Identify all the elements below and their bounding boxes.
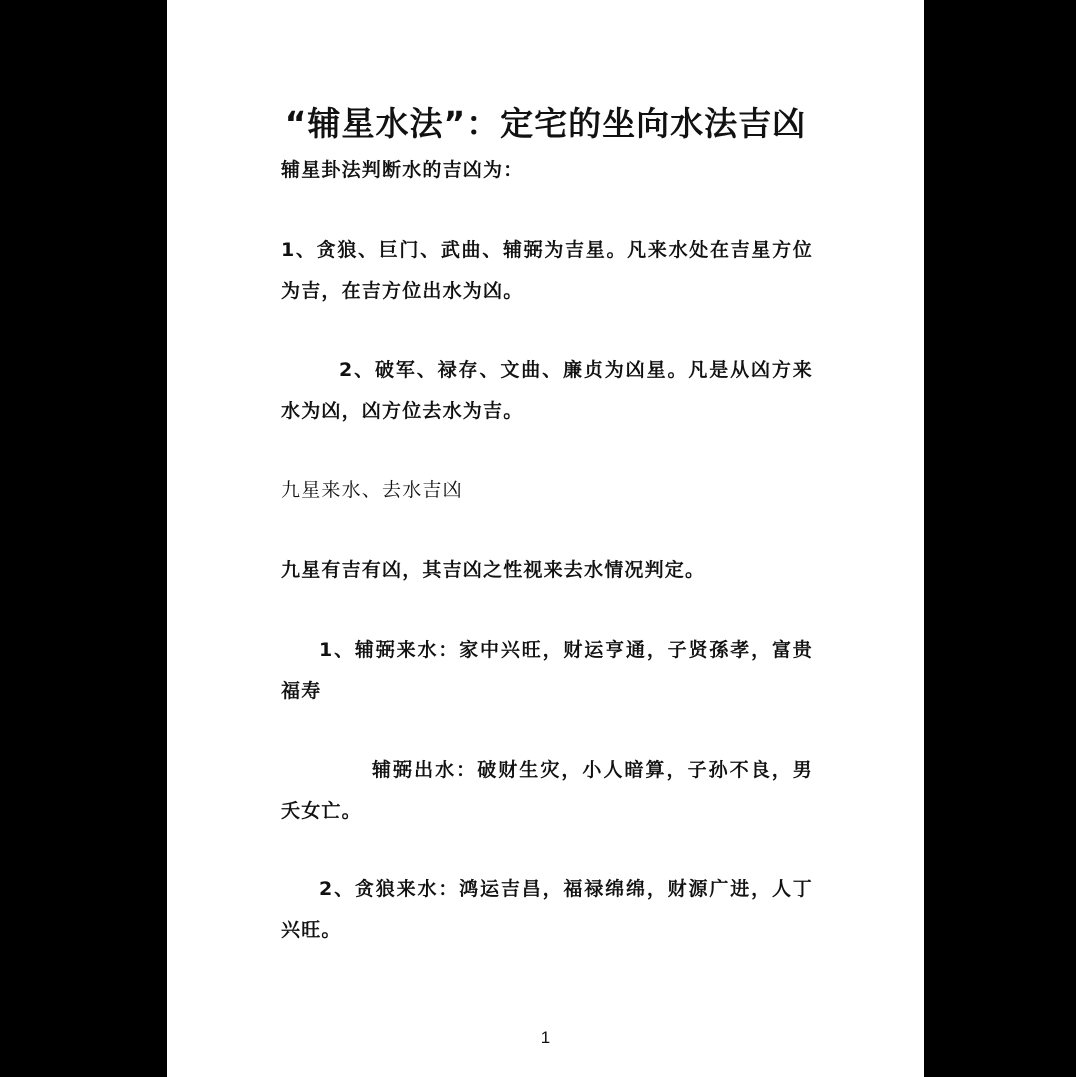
item-2-text: 、贪狼来水：鸿运吉昌，福禄绵绵，财源广进，人丁兴旺。 (281, 878, 813, 941)
item-1-number: 1 (319, 639, 334, 661)
page-number: 1 (540, 1028, 551, 1047)
item-1-text: 、辅弼来水：家中兴旺，财运亨通，子贤孫孝，富贵福寿 (281, 639, 813, 702)
document-page (167, 0, 924, 1077)
intro-paragraph: 辅星卦法判断水的吉凶为： (281, 159, 524, 181)
rule-1-number: 1 (281, 239, 296, 261)
rule-2-text: 、破军、禄存、文曲、廉贞为凶星。凡是从凶方来水为凶，凶方位去水为吉。 (281, 359, 813, 422)
section-heading: 九星来水、去水吉凶 (281, 479, 463, 501)
rule-1-paragraph (281, 230, 813, 312)
item-1-paragraph (281, 630, 813, 712)
item-1b-paragraph: 辅弼出水：破财生灾，小人暗算，子孙不良，男夭女亡。 (281, 759, 813, 822)
rule-2-number: 2 (339, 359, 354, 381)
item-2-paragraph (281, 869, 813, 951)
document-title: “辅星水法”：定宅的坐向水法吉凶 (284, 104, 807, 143)
rule-2-paragraph (281, 350, 813, 432)
rule-1-text: 、贪狼、巨门、武曲、辅弼为吉星。凡来水处在吉星方位为吉，在吉方位出水为凶。 (281, 239, 813, 302)
section-intro-paragraph: 九星有吉有凶，其吉凶之性视来去水情况判定。 (281, 559, 706, 581)
item-2-number: 2 (319, 878, 334, 900)
